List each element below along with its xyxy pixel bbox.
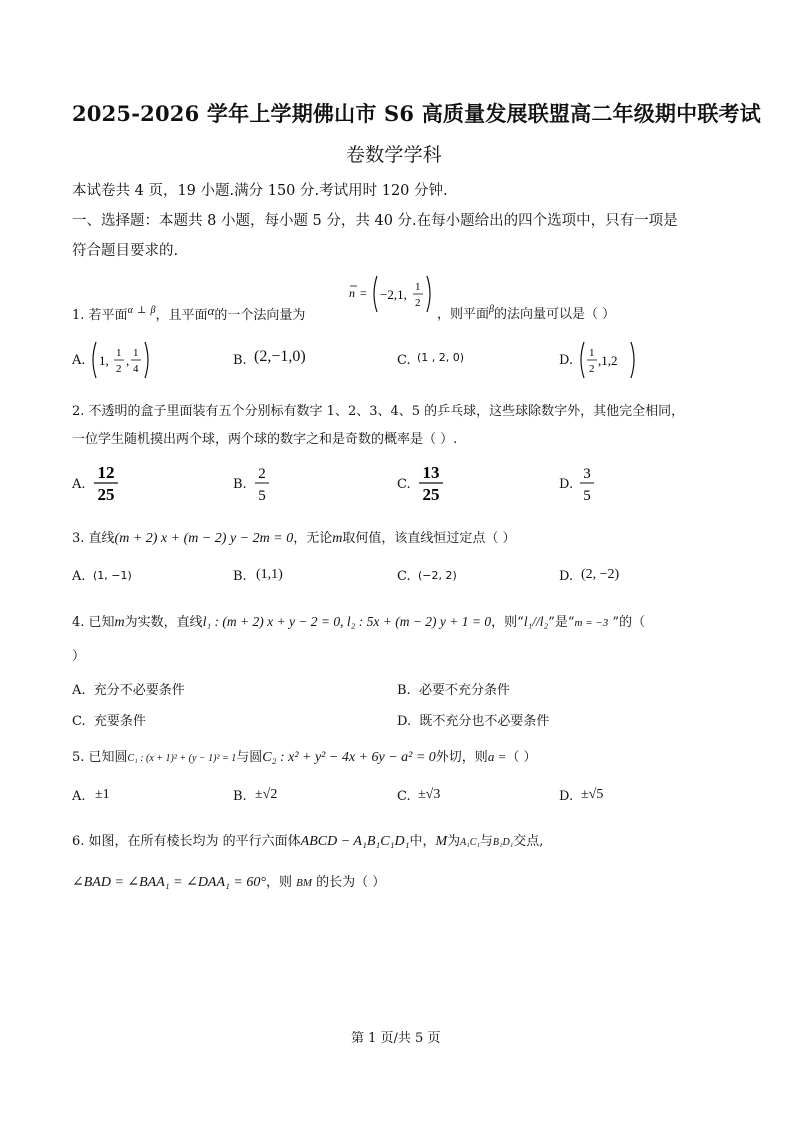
q3-stem: 3. 直线(m + 2) x + (m − 2) y − 2m = 0，无论m取何值，该直线恒过定点（ ） bbox=[72, 531, 516, 546]
svg-text:2: 2 bbox=[116, 363, 122, 375]
q4-option-d[interactable]: D. 既不充分也不必要条件 bbox=[397, 714, 550, 729]
section1-instructions-line2: 符合题目要求的. bbox=[72, 243, 179, 259]
q1-vector-components: −2,1, bbox=[380, 287, 407, 302]
q5-option-b[interactable]: ±√2 bbox=[255, 787, 278, 802]
svg-text:4: 4 bbox=[133, 363, 139, 375]
svg-text:25: 25 bbox=[97, 485, 115, 504]
q4-stem: 4. 已知m为实数，直线l₁ : (m + 2) x + y − 2 = 0, l₂ : 5x + (m − 2) y + 1 = 0，则“l₁//l₂”是“m = −3 ”的（ bbox=[72, 614, 646, 630]
q2-option-b-label[interactable]: B. bbox=[233, 477, 247, 492]
q4-option-c[interactable]: C. 充要条件 bbox=[72, 714, 146, 729]
q2-option-c[interactable] bbox=[415, 460, 447, 506]
svg-text:,1,2: ,1,2 bbox=[598, 353, 618, 368]
q5-circle2: C₂ : x² + y² − 4x + 6y − a² = 0 bbox=[262, 750, 436, 765]
q2-option-b[interactable] bbox=[252, 460, 272, 506]
svg-text:25: 25 bbox=[422, 485, 440, 504]
svg-text:5: 5 bbox=[258, 488, 266, 504]
q1-option-c-label[interactable]: C. bbox=[397, 353, 411, 368]
q5-option-d[interactable]: ±√5 bbox=[581, 787, 604, 802]
section1-instructions-line1: 一、选择题：本题共 8 小题，每小题 5 分，共 40 分.在每小题给出的四个选项中，只有一项是 bbox=[72, 213, 678, 229]
q1-option-a-label[interactable]: A. bbox=[72, 353, 86, 368]
q2-stem-line1: 2. 不透明的盒子里面装有五个分别标有数字 1、2、3、4、5 的乒乓球，这些球除数字外，其他完全相同， bbox=[72, 404, 685, 419]
svg-text:13: 13 bbox=[422, 463, 440, 482]
svg-text:2: 2 bbox=[258, 466, 266, 482]
q1-option-b[interactable]: (2,−1,0) bbox=[254, 348, 306, 365]
svg-text:1: 1 bbox=[589, 347, 595, 359]
svg-text:,: , bbox=[126, 353, 130, 368]
q2-stem-line2: 一位学生随机摸出两个球，两个球的数字之和是奇数的概率是（ ）. bbox=[72, 432, 458, 447]
q4-option-a[interactable]: A. 充分不必要条件 bbox=[72, 683, 185, 698]
q1-option-a[interactable] bbox=[88, 338, 154, 382]
q1-eq-sign: = bbox=[360, 286, 367, 300]
exam-info: 本试卷共 4 页，19 小题.满分 150 分.考试用时 120 分钟. bbox=[72, 183, 448, 199]
q5-stem: 5. 已知圆C₁ : (x + 1)² + (y − 1)² = 1与圆C₂ : x² + y² − 4x + 6y − a² = 0外切，则a =（ ） bbox=[72, 749, 537, 765]
q1-option-d-label[interactable]: D. bbox=[559, 353, 574, 368]
svg-text:1: 1 bbox=[415, 281, 421, 293]
svg-text:12: 12 bbox=[97, 463, 115, 482]
q5-option-a[interactable]: ±1 bbox=[95, 787, 110, 802]
exam-title-line2: 卷数学学科 bbox=[346, 144, 443, 166]
q3-option-d-label[interactable]: D. bbox=[559, 569, 574, 584]
q2-option-a-label[interactable]: A. bbox=[72, 477, 86, 492]
q6-angles: ∠BAD = ∠BAA₁ = ∠DAA₁ = 60° bbox=[72, 875, 266, 890]
q1-n-symbol: n bbox=[349, 286, 355, 300]
q1-option-c[interactable]: (1 , 2, 0) bbox=[417, 351, 465, 364]
q6-stem-line2: ∠BAD = ∠BAA₁ = ∠DAA₁ = 60°，则 BM 的长为（ ） bbox=[72, 875, 386, 890]
svg-text:1: 1 bbox=[116, 347, 122, 359]
q5-option-a-label[interactable]: A. bbox=[72, 789, 86, 804]
q2-option-d[interactable] bbox=[577, 460, 597, 506]
q5-circle1: C₁ : (x + 1)² + (y − 1)² = 1 bbox=[127, 753, 237, 764]
page-footer: 第 1 页/共 5 页 bbox=[351, 1031, 441, 1046]
q3-equation: (m + 2) x + (m − 2) y − 2m = 0 bbox=[114, 531, 294, 546]
q5-option-c-label[interactable]: C. bbox=[397, 789, 411, 804]
q3-option-b-label[interactable]: B. bbox=[233, 569, 247, 584]
q4-lines-equation: l₁ : (m + 2) x + y − 2 = 0, l₂ : 5x + (m − 2) y + 1 = 0 bbox=[202, 614, 492, 629]
exam-title-line1: 2025-2026 学年上学期佛山市 S6 高质量发展联盟高二年级期中联考试 bbox=[72, 101, 761, 126]
svg-text:1,: 1, bbox=[99, 353, 109, 368]
q2-option-a[interactable] bbox=[90, 460, 122, 506]
q3-option-a-label[interactable]: A. bbox=[72, 569, 86, 584]
q5-option-d-label[interactable]: D. bbox=[559, 789, 574, 804]
svg-text:3: 3 bbox=[583, 466, 591, 482]
q1-option-b-label[interactable]: B. bbox=[233, 353, 247, 368]
q4-stem-close: ） bbox=[72, 649, 86, 664]
q1-stem: 1. 若平面$^\alpha$ ⊥ $^\beta$，且平面α的一个法向量为 bbox=[72, 303, 306, 323]
q1-option-d[interactable] bbox=[576, 338, 640, 382]
q3-option-d[interactable]: (2, −2) bbox=[581, 567, 620, 582]
q6-solid: ABCD − A₁B₁C₁D₁ bbox=[300, 834, 410, 849]
q2-option-c-label[interactable]: C. bbox=[397, 477, 411, 492]
q3-option-c[interactable]: (−2, 2) bbox=[418, 569, 457, 582]
q1-stem-end: ，则平面$^\beta$的法向量可以是（ ） bbox=[437, 304, 616, 322]
svg-text:5: 5 bbox=[583, 488, 591, 504]
svg-text:2: 2 bbox=[415, 297, 421, 309]
svg-text:2: 2 bbox=[589, 363, 595, 375]
q3-option-a[interactable]: (1, −1) bbox=[93, 569, 132, 582]
q1-normal-vector bbox=[345, 270, 437, 320]
q3-option-b[interactable]: (1,1) bbox=[256, 567, 283, 582]
q6-stem-line1: 6. 如图，在所有棱长均为 的平行六面体ABCD − A₁B₁C₁D₁中，M为A₁C₁与B₁D₁交点, bbox=[72, 834, 544, 849]
q3-option-c-label[interactable]: C. bbox=[397, 569, 411, 584]
q2-option-d-label[interactable]: D. bbox=[559, 477, 574, 492]
q5-option-c[interactable]: ±√3 bbox=[418, 787, 441, 802]
q4-option-b[interactable]: B. 必要不充分条件 bbox=[397, 683, 510, 698]
svg-text:1: 1 bbox=[133, 347, 139, 359]
q5-option-b-label[interactable]: B. bbox=[233, 789, 247, 804]
